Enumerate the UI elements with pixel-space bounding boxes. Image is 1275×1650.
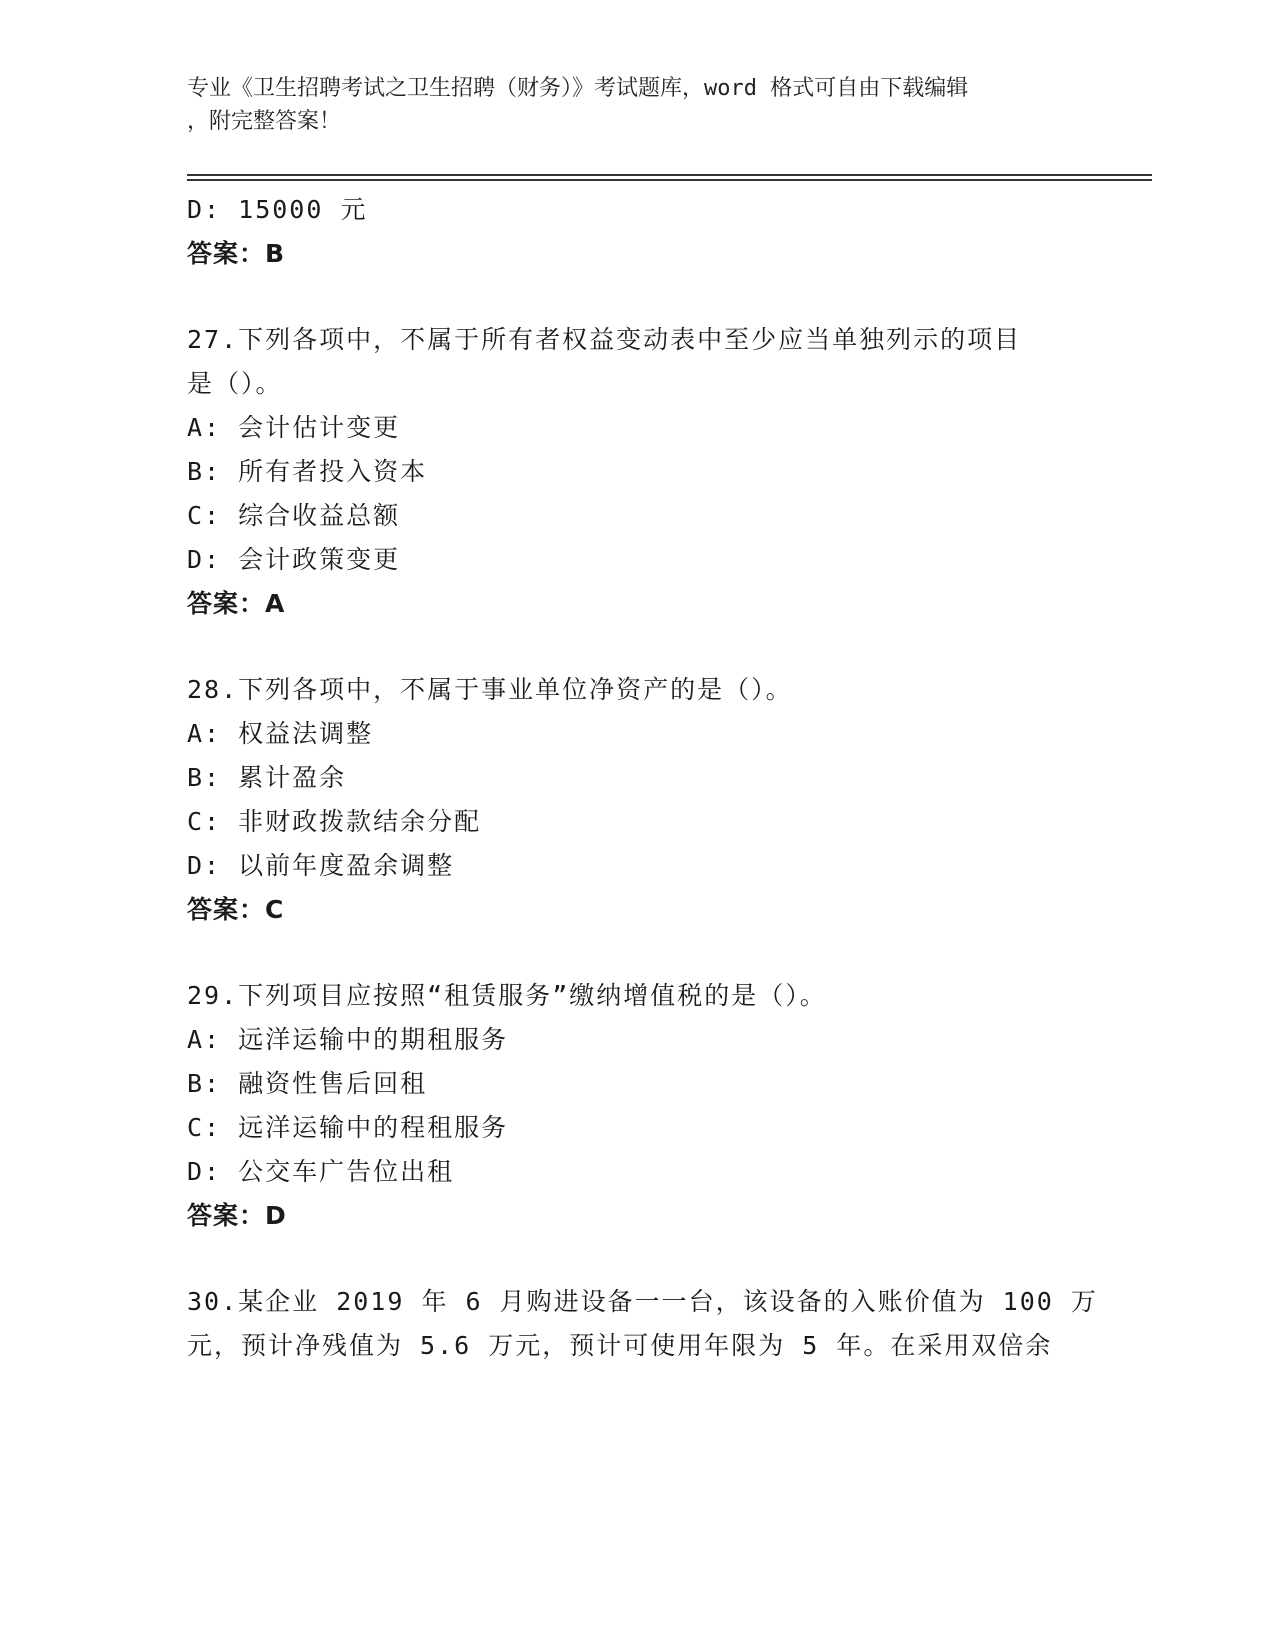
q30-stem-line-2: 元，预计净残值为 5.6 万元，预计可使用年限为 5 年。在采用双倍余 [187, 1331, 1053, 1360]
q27-option-c: C: 综合收益总额 [187, 501, 401, 530]
page-header [187, 72, 1067, 138]
q27-stem-line-1: 27.下列各项中，不属于所有者权益变动表中至少应当单独列示的项目 [187, 325, 1022, 354]
q28-stem: 28.下列各项中，不属于事业单位净资产的是（）。 [187, 675, 793, 704]
q29-option-d: D: 公交车广告位出租 [187, 1157, 455, 1186]
q29-stem: 29.下列项目应按照“租赁服务”缴纳增值税的是（）。 [187, 981, 827, 1010]
q27-option-a: A: 会计估计变更 [187, 413, 401, 442]
q28-option-d: D: 以前年度盈余调整 [187, 851, 455, 880]
q26-option-d: D: 15000 元 [187, 195, 368, 224]
q27-option-b: B: 所有者投入资本 [187, 457, 428, 486]
q29-option-b: B: 融资性售后回租 [187, 1069, 428, 1098]
q27-answer: 答案：A [187, 589, 286, 618]
q27-stem-line-2: 是（）。 [187, 369, 283, 398]
q28-option-a: A: 权益法调整 [187, 719, 374, 748]
header-line-1: 专业《卫生招聘考试之卫生招聘（财务）》考试题库，word 格式可自由下载编辑 [187, 76, 969, 101]
q29-answer: 答案：D [187, 1201, 287, 1230]
q30-stem-line-1: 30.某企业 2019 年 6 月购进设备一一台，该设备的入账价值为 100 万 [187, 1287, 1098, 1316]
q26-answer: 答案：B [187, 239, 286, 268]
q27-option-d: D: 会计政策变更 [187, 545, 401, 574]
q28-answer: 答案：C [187, 895, 285, 924]
q28-option-c: C: 非财政拨款结余分配 [187, 807, 482, 836]
header-rule-bottom [187, 179, 1152, 181]
q29-option-a: A: 远洋运输中的期租服务 [187, 1025, 509, 1054]
q29-option-c: C: 远洋运输中的程租服务 [187, 1113, 509, 1142]
header-line-2: ，附完整答案！ [187, 109, 342, 134]
q28-option-b: B: 累计盈余 [187, 763, 347, 792]
header-rule-top [187, 174, 1152, 176]
